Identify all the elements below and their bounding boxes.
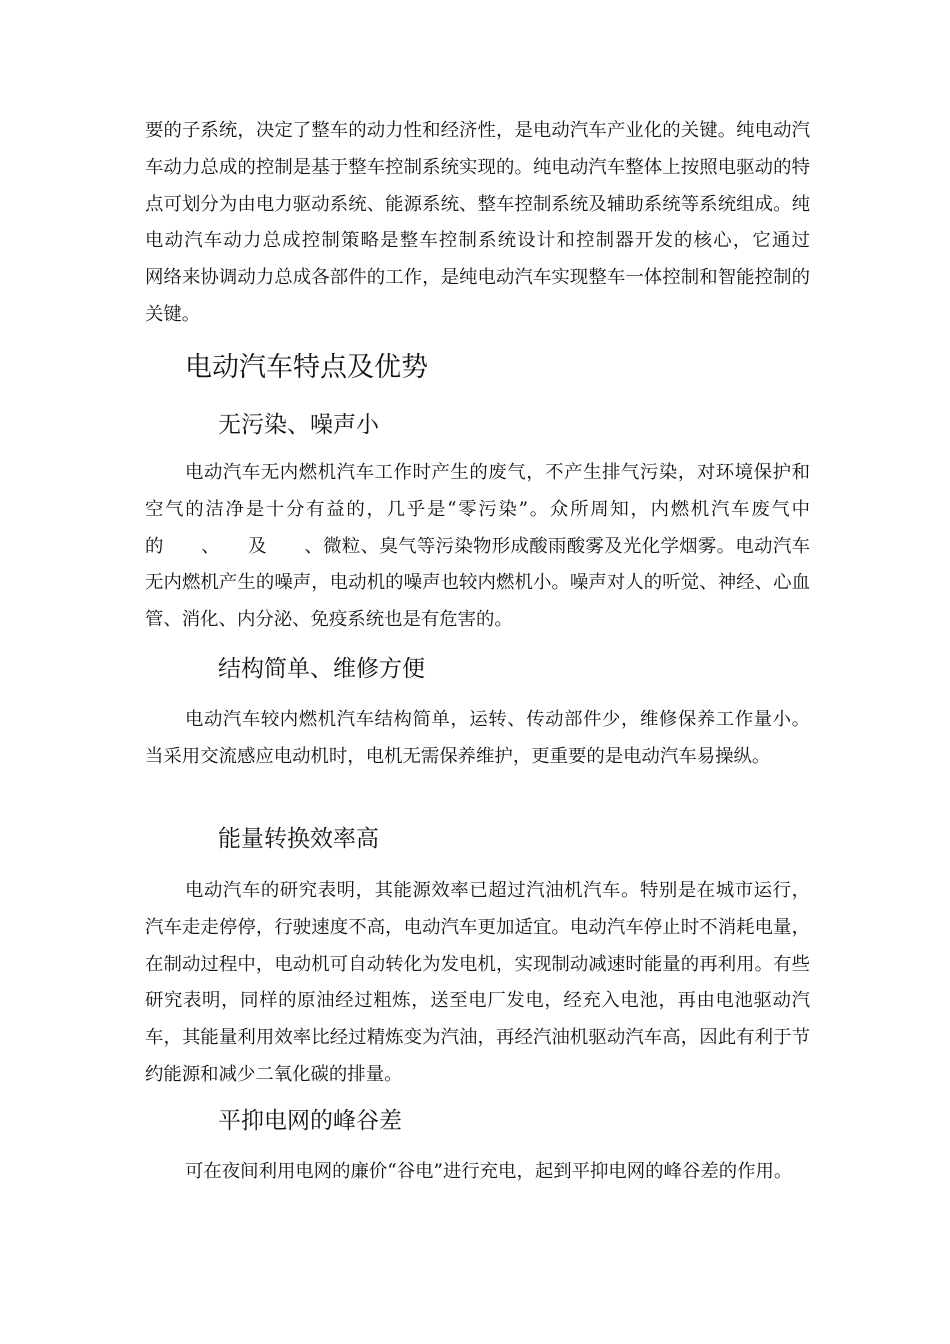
subsection-body-pollution: 电动汽车无内燃机汽车工作时产生的废气，不产生排气污染，对环境保护和空气的洁净是十分有益的，几乎是“零污染”。众所周知，内燃机汽车废气中的 、 及 、微粒、臭气等污染物形成酸雨酸雾及光化学烟雾。电动汽车无内燃机产生的噪声，电动机的噪声也较内燃机小。噪声对人的听觉、神经、心血管、消化、内分泌、免疫系统也是有危害的。 [145,462,810,631]
subsection-title-efficiency: 能量转换效率高 [218,826,379,852]
subsection-body-efficiency: 电动汽车的研究表明，其能源效率已超过汽油机汽车。特别是在城市运行，汽车走走停停，行驶速度不高，电动汽车更加适宜。电动汽车停止时不消耗电量，在制动过程中，电动机可自动转化为发电机，实现制动减速时能量的再利用。有些研究表明，同样的原油经过粗炼，送至电厂发电，经充入电池，再由电池驱动汽车，其能量利用效率比经过精炼变为汽油，再经汽油机驱动汽车高，因此有利于节约能源和减少二氧化碳的排量。 [145,880,810,1085]
subsection-body-grid: 可在夜间利用电网的廉价“谷电”进行充电，起到平抑电网的峰谷差的作用。 [185,1161,793,1182]
subsection-body-structure: 电动汽车较内燃机汽车结构简单，运转、传动部件少，维修保养工作量小。当采用交流感应电动机时，电机无需保养维护，更重要的是电动汽车易操纵。 [145,709,810,767]
subsection-title-grid: 平抑电网的峰谷差 [218,1108,402,1134]
continuation-paragraph: 要的子系统，决定了整车的动力性和经济性，是电动汽车产业化的关键。纯电动汽车动力总成的控制是基于整车控制系统实现的。纯电动汽车整体上按照电驱动的特点可划分为由电力驱动系统、能源系统、整车控制系统及辅助系统等系统组成。纯电动汽车动力总成控制策略是整车控制系统设计和控制器开发的核心，它通过 网络来协调动力总成各部件的工作，是纯电动汽车实现整车一体控制和智能控制的关键。 [145,120,847,325]
subsection-title-pollution: 无污染、噪声小 [218,412,379,438]
subsection-title-structure: 结构简单、维修方便 [218,656,425,682]
section-title: 电动汽车特点及优势 [185,352,428,383]
